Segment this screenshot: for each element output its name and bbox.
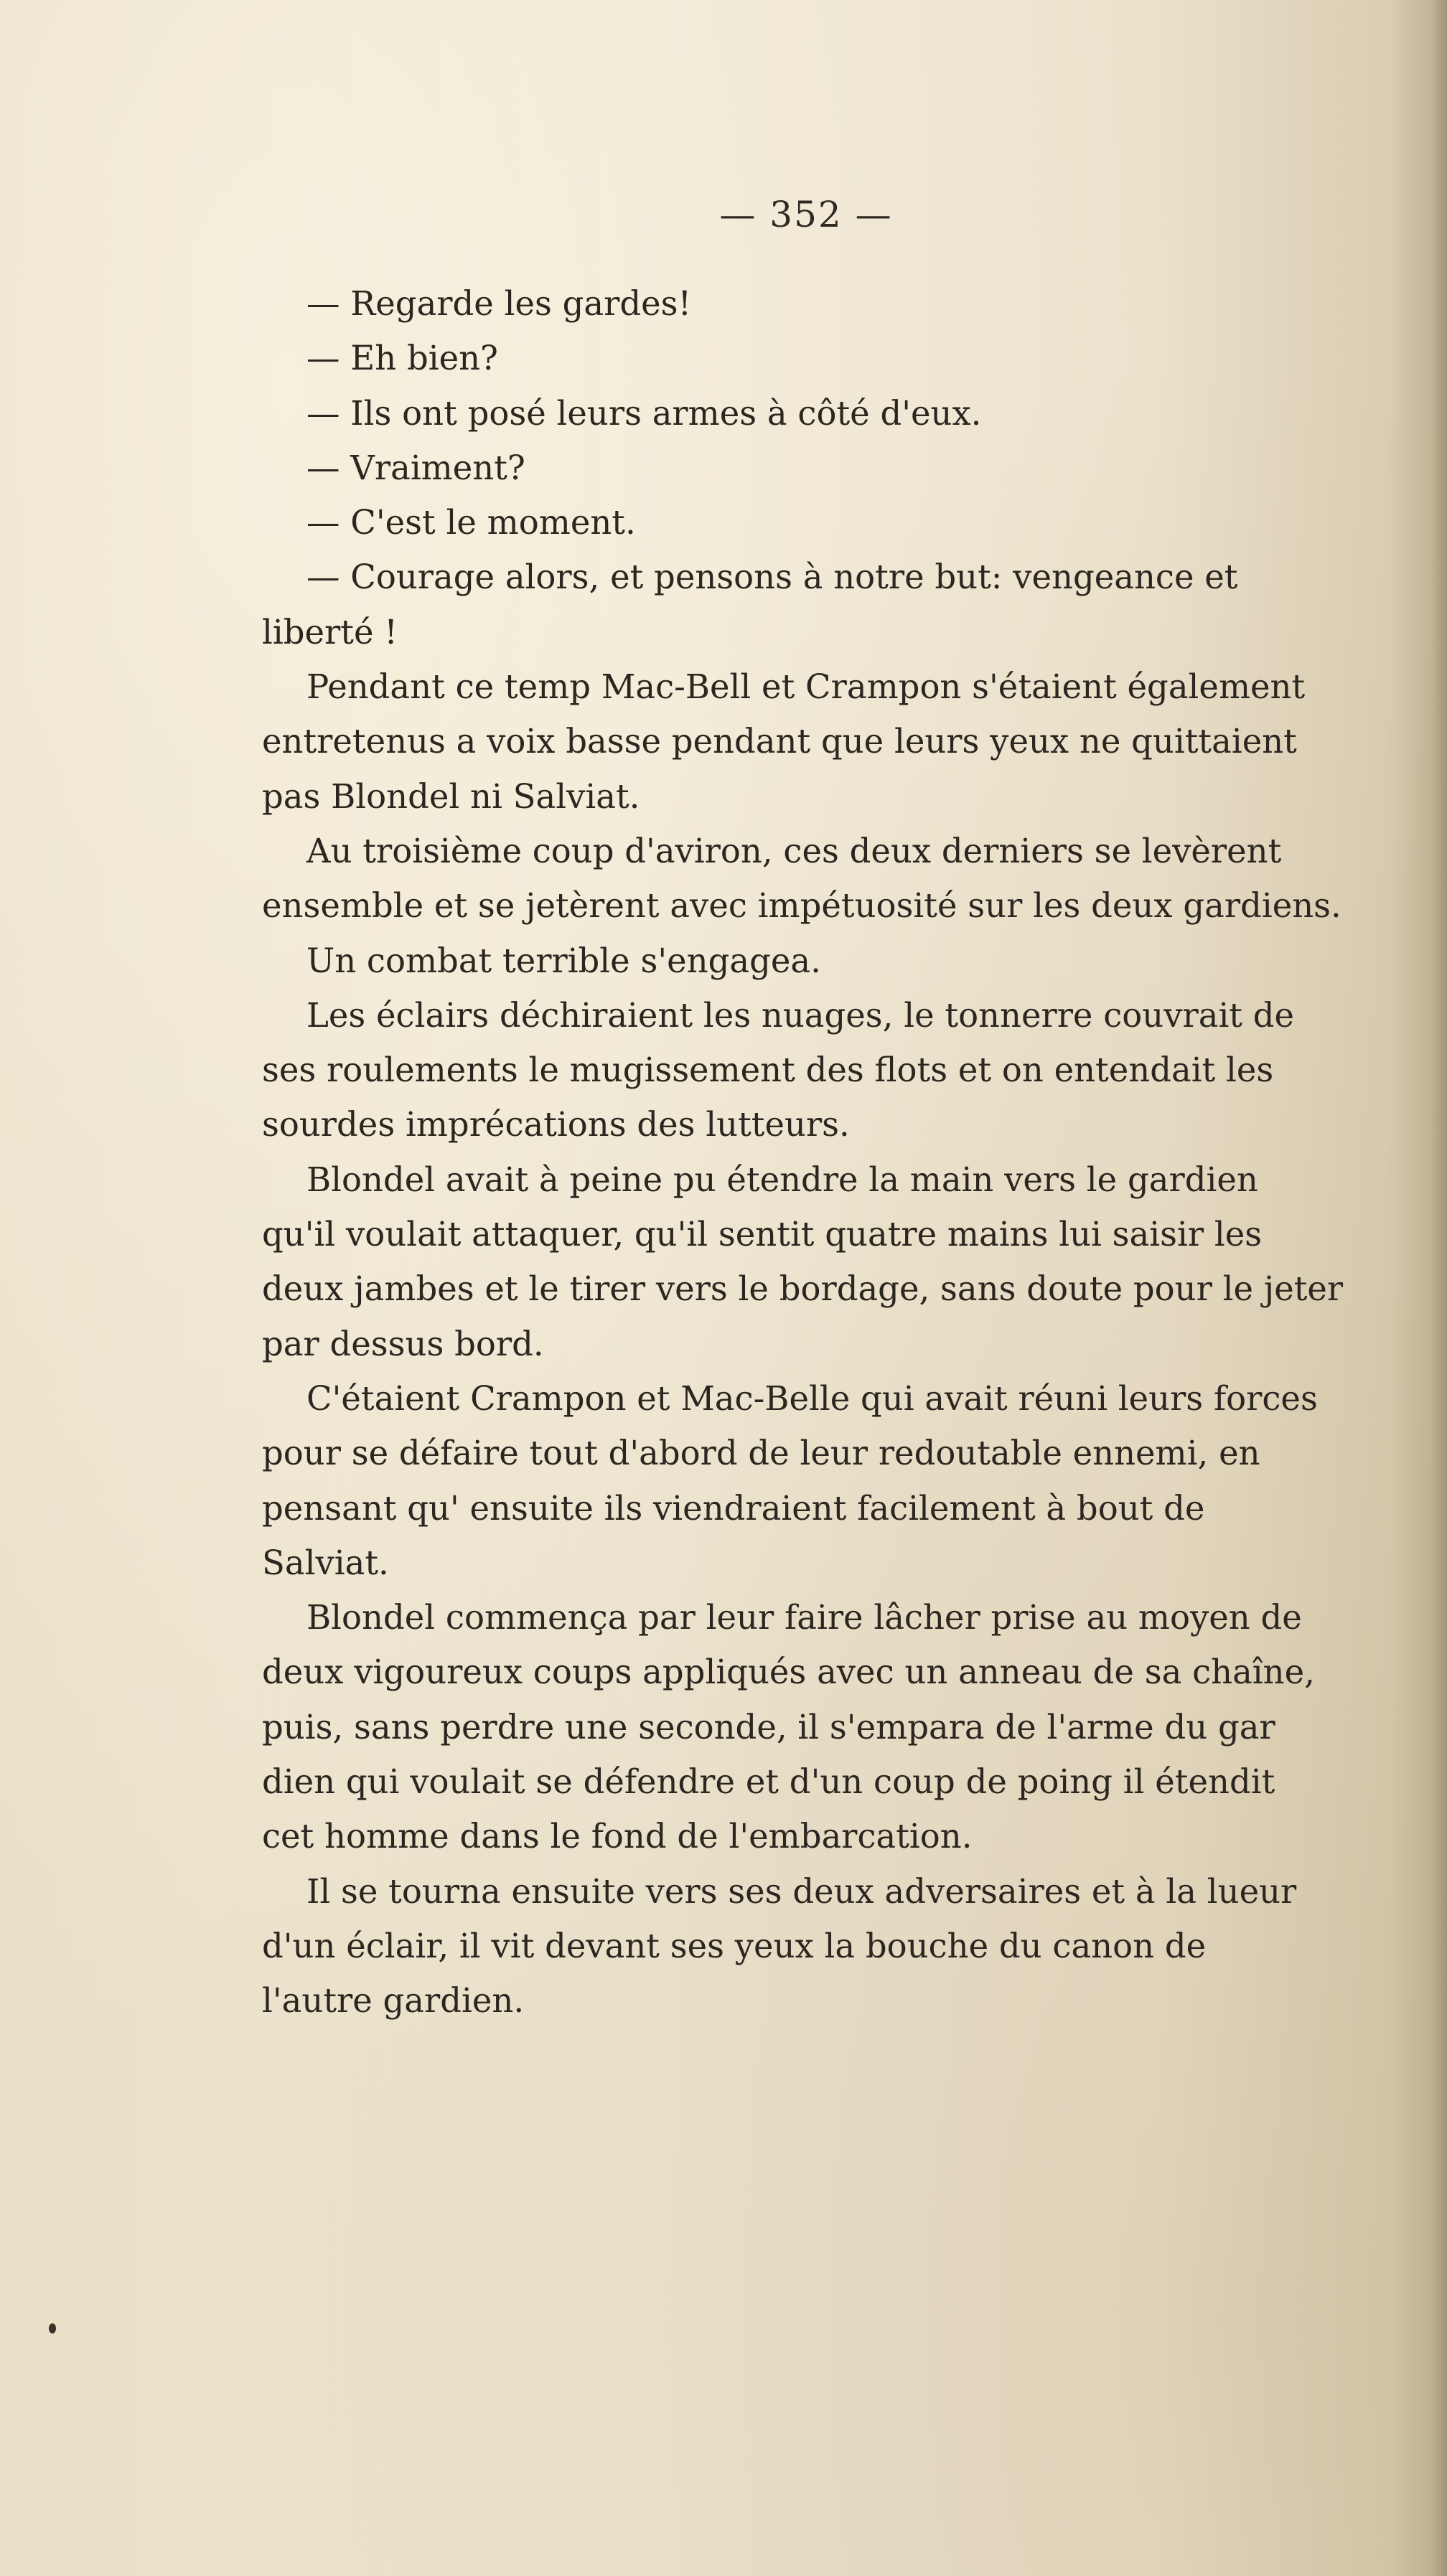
- text-line: par dessus bord.: [262, 1324, 544, 1363]
- text-line: deux vigoureux coups appliqués avec un anneau de sa chaîne,: [262, 1653, 1315, 1692]
- text-line: deux jambes et le tirer vers le bordage, sans doute pour le jeter: [262, 1269, 1344, 1309]
- text-line: Les éclairs déchiraient les nuages, le tonnerre couvrait de: [306, 995, 1295, 1035]
- text-line: — C'est le moment.: [306, 503, 636, 542]
- text-line: Blondel avait à peine pu étendre la main vers le gardien: [306, 1160, 1258, 1199]
- text-line: Au troisième coup d'aviron, ces deux derniers se levèrent: [306, 831, 1282, 870]
- text-line: ses roulements le mugissement des flots et on entendait les: [262, 1050, 1274, 1090]
- text-line: — Ils ont posé leurs armes à côté d'eux.: [306, 393, 982, 433]
- text-line: pas Blondel ni Salviat.: [262, 776, 640, 816]
- text-line: d'un éclair, il vit devant ses yeux la bouche du canon de: [262, 1926, 1207, 1965]
- text-line: entretenus a voix basse pendant que leurs yeux ne quittaient: [262, 722, 1297, 761]
- body-text: [262, 276, 1425, 2029]
- text-line: cet homme dans le fond de l'embarcation.: [262, 1817, 973, 1856]
- text-line: — Regarde les gardes!: [306, 284, 692, 323]
- text-line: qu'il voulait attaquer, qu'il sentit quatre mains lui saisir les: [262, 1215, 1263, 1254]
- page-edge-shadow: [1431, 0, 1447, 2576]
- text-line: Un combat terrible s'engagea.: [306, 941, 821, 980]
- text-line: pensant qu' ensuite ils viendraient facilement à bout de: [262, 1488, 1205, 1528]
- text-line: sourdes imprécations des lutteurs.: [262, 1105, 850, 1144]
- text-line: Pendant ce temp Mac-Bell et Crampon s'étaient également: [306, 667, 1306, 707]
- text-line: liberté !: [262, 612, 398, 652]
- text-line: Blondel commença par leur faire lâcher prise au moyen de: [306, 1598, 1302, 1637]
- text-line: puis, sans perdre une seconde, il s'empara de l'arme du gar: [262, 1707, 1275, 1747]
- text-line: l'autre gardien.: [262, 1981, 525, 2021]
- text-line: — Courage alors, et pensons à notre but: vengeance et: [306, 558, 1238, 597]
- text-line: dien qui voulait se défendre et d'un coup de poing il étendit: [262, 1762, 1275, 1802]
- text-line: — Vraiment?: [306, 448, 525, 487]
- text-line: pour se défaire tout d'abord de leur redoutable ennemi, en: [262, 1434, 1260, 1473]
- text-line: Il se tourna ensuite vers ses deux adversaires et à la lueur: [306, 1871, 1297, 1911]
- page-number: — 352 —: [719, 194, 893, 235]
- text-line: C'étaient Crampon et Mac-Belle qui avait réuni leurs forces: [306, 1378, 1318, 1418]
- text-line: — Eh bien?: [306, 339, 498, 378]
- text-line: Salviat.: [262, 1543, 389, 1582]
- text-line: ensemble et se jetèrent avec impétuosité sur les deux gardiens.: [262, 886, 1341, 926]
- ink-speck: [49, 2323, 56, 2333]
